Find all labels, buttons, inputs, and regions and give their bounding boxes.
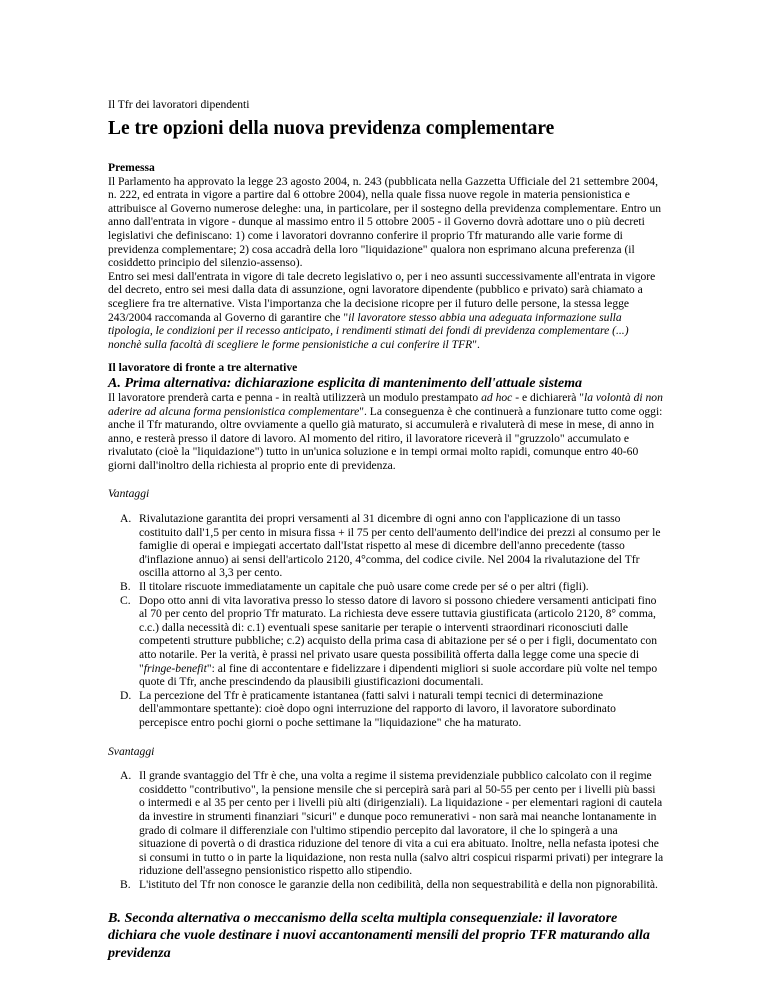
list-item (108, 689, 664, 730)
alternatives-header: Il lavoratore di fronte a tre alternative (108, 361, 298, 375)
list-item-text: La percezione del Tfr è praticamente istantanea (fatti salvi i naturali tempi tecnici di determinazione dell'ammontare spettante): cioè dopo ogni interruzione del rapporto di lavoro, il lavoratore subordinato percepisce entro pochi giorni o poche settimane la "liquidazione" che ha maturato. (139, 688, 616, 729)
list-item (108, 769, 664, 878)
list-marker: C. (120, 593, 131, 607)
document-page (108, 98, 664, 962)
premessa-section (108, 161, 664, 351)
premessa-label: Premessa (108, 161, 155, 174)
alt-a-intro-quote: la volontà di non aderire ad alcuna forma pensionistica complementare (108, 390, 663, 418)
list-marker: D. (120, 688, 132, 702)
list-marker: A. (120, 769, 132, 783)
svantaggi-label: Svantaggi (108, 744, 155, 758)
list-item (108, 594, 664, 689)
list-item (108, 512, 664, 580)
premessa-p2-start: Entro sei mesi dall'entrata in vigore di tale decreto legislativo o, per i neo assunti successivamente all'entrata in vigore del decreto, entro sei mesi dalla data di assunzione, ogni lavoratore dipendente (pubblico e privato) sarà chiamato a scegliere fra tre alternative. Vista l'importanza che la decisione ricopre per il futuro delle persone, la stessa legge 243/2004 raccomanda al Governo di garantire che " (108, 269, 656, 324)
list-item-text: L'istituto del Tfr non conosce le garanzie della non cedibilità, della non sequestrabilità e della non pignorabilità. (139, 877, 658, 891)
list-item-text-italic: fringe-benefit (143, 661, 207, 675)
vantaggi-label: Vantaggi (108, 487, 150, 501)
list-item-text-start: Dopo otto anni di vita lavorativa presso lo stesso datore di lavoro si possono chiedere versamenti anticipati fino al 70 per cento del proprio Tfr maturato. La richiesta deve essere tuttavia giustificata (articolo 2120, 8° comma, c.c.) dalla necessità di: c.1) eventuali spese sanitarie per terapie o interventi straordinari riconosciuti dalle competenti strutture pubbliche; c.2) acquisto della prima casa di abitazione per sé o per i figli, documentato con atto notarile. Per la verità, è prassi nel privato usare questa possibilità offerta dalla legge come una specie di " (139, 593, 657, 675)
list-item (108, 580, 664, 594)
list-item-text: Rivalutazione garantita dei propri versamenti al 31 dicembre di ogni anno con l'applicazione di un tasso costituito dall'1,5 per cento in misura fissa + il 75 per cento dell'aumento dell'indice dei prezzi al consumo per le famiglie di operai e impiegati accertato dall'Istat rispetto al mese di dicembre dell'anno precedente (tasso d'inflazione annuo) ai sensi dell'articolo 2120, 4°comma, del codice civile. Nel 2004 la rivalutazione del Tfr oscilla attorno al 3,3 per cento. (139, 512, 661, 580)
list-item-text: Il grande svantaggio del Tfr è che, una volta a regime il sistema previdenziale pubblico calcolato con il regime cosiddetto "contributivo", la pensione mensile che si percepirà sarà pari al 50-55 per cento per i livelli più bassi o intermedi e al 35 per cento per i livelli più alti (dirigenziali). La liquidazione - per elementari ragioni di cautela da investire in strumenti finanziari "sicuri" e dunque poco remunerativi - non sarà mai neanche lontanamente in grado di colmare il differenziale con l'ultimo stipendio percepito dal lavoratore, il che lo spingerà a una situazione di povertà o di drastica riduzione del tenore di vita a cui era abituato. Inoltre, nella nefasta ipotesi che si consumi in tutto o in parte la liquidazione, non resta nulla (salvo altri cospicui risparmi privati) per integrare la riduzione dell'assegno pensionistico rispetto allo stipendio. (139, 769, 664, 878)
vantaggi-list (108, 512, 664, 730)
list-marker: B. (120, 580, 131, 594)
premessa-paragraph-2 (108, 270, 664, 352)
svantaggi-list (108, 769, 664, 891)
list-marker: B. (120, 877, 131, 891)
list-item (108, 878, 664, 892)
alt-a-intro-adhoc: ad hoc (481, 390, 513, 404)
list-item-text: Il titolare riscuote immediatamente un capitale che può usare come crede per sé o per altri (figli). (139, 580, 589, 594)
alternative-a-title: A. Prima alternativa: dichiarazione esplicita di mantenimento dell'attuale sistema (108, 374, 583, 391)
alt-a-intro-start: Il lavoratore prenderà carta e penna - in realtà utilizzerà un modulo prestampato (108, 390, 482, 404)
list-marker: A. (120, 512, 132, 526)
section-kicker: Il Tfr dei lavoratori dipendenti (108, 98, 250, 111)
premessa-p2-quote: il lavoratore stesso abbia una adeguata informazione sulla tipologia, le condizioni per il recesso anticipato, i rendimenti stimati dei fondi di previdenza complementare (...) nonchè sulla facoltà di scegliere le forme pensionistiche a cui conferire il TFR (108, 310, 629, 351)
page-title: Le tre opzioni della nuova previdenza complementare (108, 118, 555, 139)
premessa-paragraph-1: Il Parlamento ha approvato la legge 23 agosto 2004, n. 243 (pubblicata nella Gazzetta Ufficiale del 21 settembre 2004, n. 222, ed entrata in vigore a partire dal 6 ottobre 2004), nella quale fissa nuove regole in materia pensionistica e attribuisce al Governo numerose deleghe: una, in particolare, per il sostegno della previdenza complementare. Entro un anno dall'entrata in vigore - dunque al massimo entro il 5 ottobre 2005 - il Governo dovrà adottare uno o più decreti legislativi che definiscano: 1) come i lavoratori dovranno conferire il proprio Tfr maturando alle varie forme di previdenza complementare; 2) cosa accadrà della loro "liquidazione" qualora non esprimano alcuna preferenza (il cosiddetto principio del silenzio-assenso). (108, 174, 662, 270)
alternative-b-title: B. Seconda alternativa o meccanismo della scelta multipla consequenziale: il lavoratore dichiara che vuole destinare i nuovi accantonamenti mensili del proprio TFR maturando alla previdenza (108, 909, 650, 961)
alt-a-intro-mid: - e dichiarerà " (512, 390, 584, 404)
premessa-p2-end: ". (472, 337, 480, 351)
alt-a-intro-end: ". La conseguenza è che continuerà a funzionare tutto come oggi: anche il Tfr maturando, oltre ovviamente a quello già maturato, si accumulerà e rivaluterà di mese in mese, di anno in anno, e resterà presso il datore di lavoro. Al momento del ritiro, il lavoratore riceverà il "gruzzolo" accumulato e rivalutato (cioè la "liquidazione") tutto in un'unica soluzione e in tempi ormai molto rapidi, comunque entro 40-60 giorni dall'inoltro della richiesta al proprio ente di previdenza. (108, 404, 663, 472)
alternative-a-intro (108, 391, 664, 473)
list-item-text-end: ": al fine di accontentare e fidelizzare i dipendenti migliori si suole accordare più volte nel tempo quote di Tfr, anche prescindendo da plausibili giustificazioni documentali. (139, 661, 658, 689)
